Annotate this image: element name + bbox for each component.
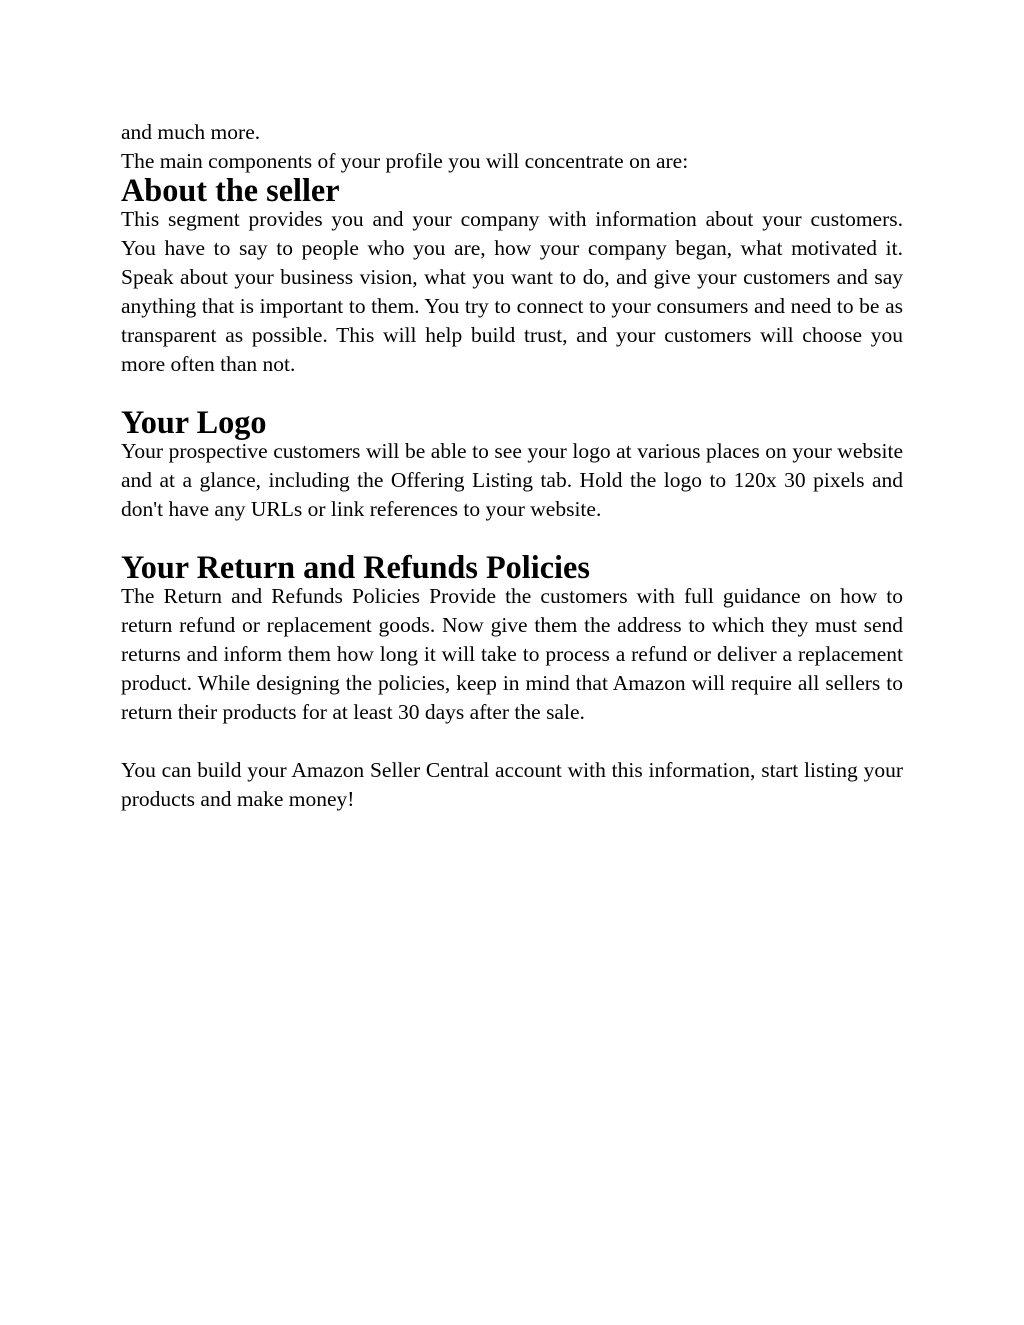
intro-line-1: and much more. <box>121 120 261 144</box>
section-heading-about-seller: About the seller <box>121 172 340 208</box>
section-body-your-logo: Your prospective customers will be able to see your logo at various places on your website and at a glance, including the Offering Listing tab. Hold the logo to 120x 30 pixels and don't have any URLs or link references to your website. <box>121 439 903 521</box>
section-heading-your-logo: Your Logo <box>121 404 267 440</box>
document-page <box>121 118 903 814</box>
section-body-about-seller: This segment provides you and your company with information about your customers. You have to say to people who you are, how your company began, what motivated it. Speak about your business vision, what you want to do, and give your customers and say anything that is important to them. You try to connect to your consumers and need to be as transparent as possible. This will help build trust, and your customers will choose you more often than not. <box>121 207 903 376</box>
section-body-return-policies: The Return and Refunds Policies Provide the customers with full guidance on how to return refund or replacement goods. Now give them the address to which they must send returns and inform them how long it will take to process a refund or deliver a replacement product. While designing the policies, keep in mind that Amazon will require all sellers to return their products for at least 30 days after the sale. <box>121 584 903 724</box>
section-heading-return-policies: Your Return and Refunds Policies <box>121 549 590 585</box>
paragraph-spacer <box>121 727 903 756</box>
intro-line-2: The main components of your profile you will concentrate on are: <box>121 149 689 173</box>
closing-paragraph: You can build your Amazon Seller Central account with this information, start listing your products and make money! <box>121 758 903 811</box>
